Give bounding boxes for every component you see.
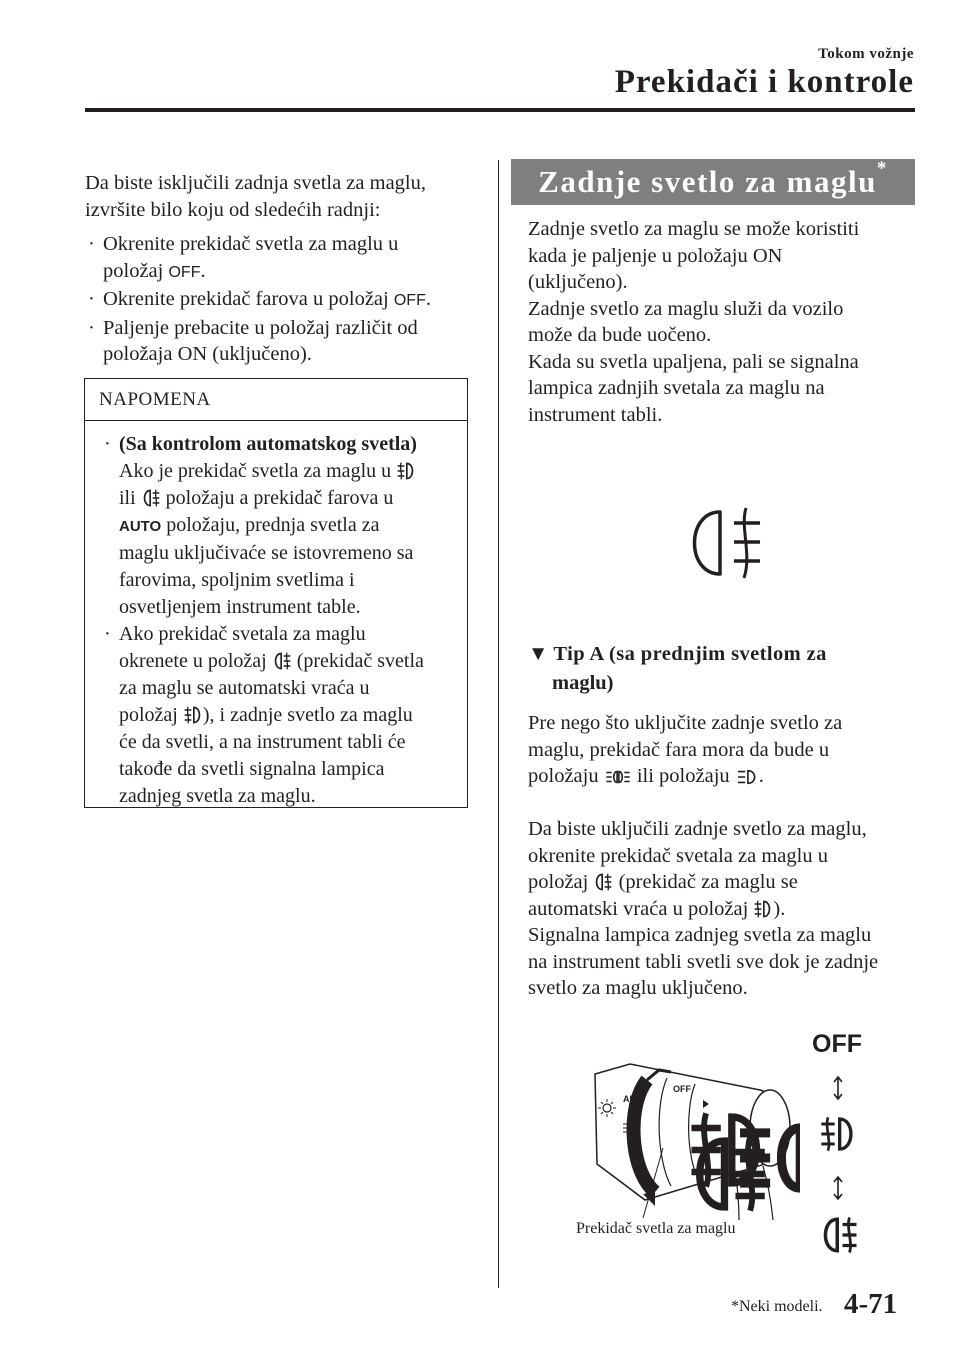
off-label: OFF bbox=[168, 263, 201, 281]
front-fog-position-icon bbox=[818, 1114, 858, 1154]
list-item: · Okrenite prekidač farova u položaj OFF. bbox=[85, 286, 485, 315]
off-label: OFF bbox=[393, 292, 426, 309]
diagram-caption: Prekidač svetla za maglu bbox=[576, 1220, 736, 1237]
right-paragraph-2: Pre nego što uključite zadnje svetlo za maglu, prekidač fara mora da bude u položaju ili položaju . bbox=[528, 712, 843, 787]
front-fog-icon bbox=[183, 705, 203, 725]
double-arrow-icon bbox=[832, 1176, 844, 1200]
list-item: · Ako prekidač svetala za maglu okrenete u položaj (prekidač svetla za maglu se automatski vraća u položaj ), i zadnje svetlo za maglu će da svetli, a na instrument tabli će takođe da svetli signalna lampica zadnjeg svetla za maglu. bbox=[101, 621, 457, 810]
right-paragraph-3: Da biste uključili zadnje svetlo za maglu, okrenite prekidač svetala za maglu u položaj (prekidač za maglu se automatski vraća u položaj ). Signalna lampica zadnjeg svetla za maglu na instrument tabli svetli sve dok je zadnje svetlo za maglu uključeno. bbox=[528, 818, 879, 999]
note-title: NAPOMENA bbox=[85, 379, 467, 421]
front-fog-icon bbox=[753, 899, 773, 919]
headlight-icon bbox=[735, 768, 759, 786]
tip-marker: ▼ bbox=[528, 643, 549, 665]
page-title: Prekidači i kontrole bbox=[614, 64, 914, 100]
stalk-off-label: OFF bbox=[673, 1084, 691, 1094]
header-rule bbox=[85, 108, 915, 112]
intro-line: Da biste isključili zadnja svetla za maglu, bbox=[85, 172, 426, 194]
rear-fog-indicator-icon bbox=[680, 506, 766, 580]
left-intro bbox=[85, 170, 485, 368]
column-divider bbox=[498, 160, 499, 1288]
page-number: 4-71 bbox=[844, 1288, 898, 1320]
section-banner: Zadnje svetlo za maglu* bbox=[511, 159, 915, 205]
parking-light-icon bbox=[604, 768, 632, 786]
section-label: Tokom vožnje bbox=[818, 46, 914, 62]
double-arrow-icon bbox=[832, 1076, 844, 1100]
auto-label: AUTO bbox=[119, 518, 162, 535]
right-paragraph-1: Zadnje svetlo za maglu se može koristiti kada je paljenje u položaju ON (uključeno). Zadnje svetlo za maglu služi da vozilo može da bude uočeno. Kada su svetla upaljena, pali se signalna lampica zadnjih svetala za maglu na instrument tabli. bbox=[528, 218, 860, 426]
footnote-star: * bbox=[876, 158, 888, 179]
fog-switch-stalk-diagram bbox=[585, 1060, 800, 1220]
list-item: · Okrenite prekidač svetla za maglu u položaj OFF. bbox=[85, 231, 485, 286]
list-item: · Paljenje prebacite u položaj različit od položaja ON (uključeno). bbox=[85, 315, 485, 368]
stalk-auto-label: AU bbox=[623, 1094, 636, 1104]
rear-fog-icon bbox=[141, 488, 161, 508]
note-box bbox=[84, 378, 468, 808]
intro-line: izvršite bilo koju od sledećih radnji: bbox=[85, 198, 381, 221]
footnote: *Neki modeli. bbox=[731, 1298, 823, 1315]
rear-fog-position-icon bbox=[816, 1214, 862, 1256]
rear-fog-icon bbox=[272, 651, 292, 671]
note-bold-heading: (Sa kontrolom automatskog svetla) bbox=[119, 433, 417, 455]
note-body bbox=[101, 431, 457, 810]
list-item: · (Sa kontrolom automatskog svetla) Ako je prekidač svetla za maglu u ili položaju a prekidač farova u AUTO položaju, prednja svetla za maglu uključivaće se istovremeno sa farovima, spoljnim svetlima i osvetljenjem instrument table. bbox=[101, 431, 457, 621]
front-fog-icon bbox=[396, 461, 416, 481]
rear-fog-icon bbox=[593, 872, 613, 892]
tip-heading: ▼ Tip A (sa prednjim svetlom za maglu) bbox=[528, 643, 827, 694]
position-off-label: OFF bbox=[812, 1030, 862, 1058]
